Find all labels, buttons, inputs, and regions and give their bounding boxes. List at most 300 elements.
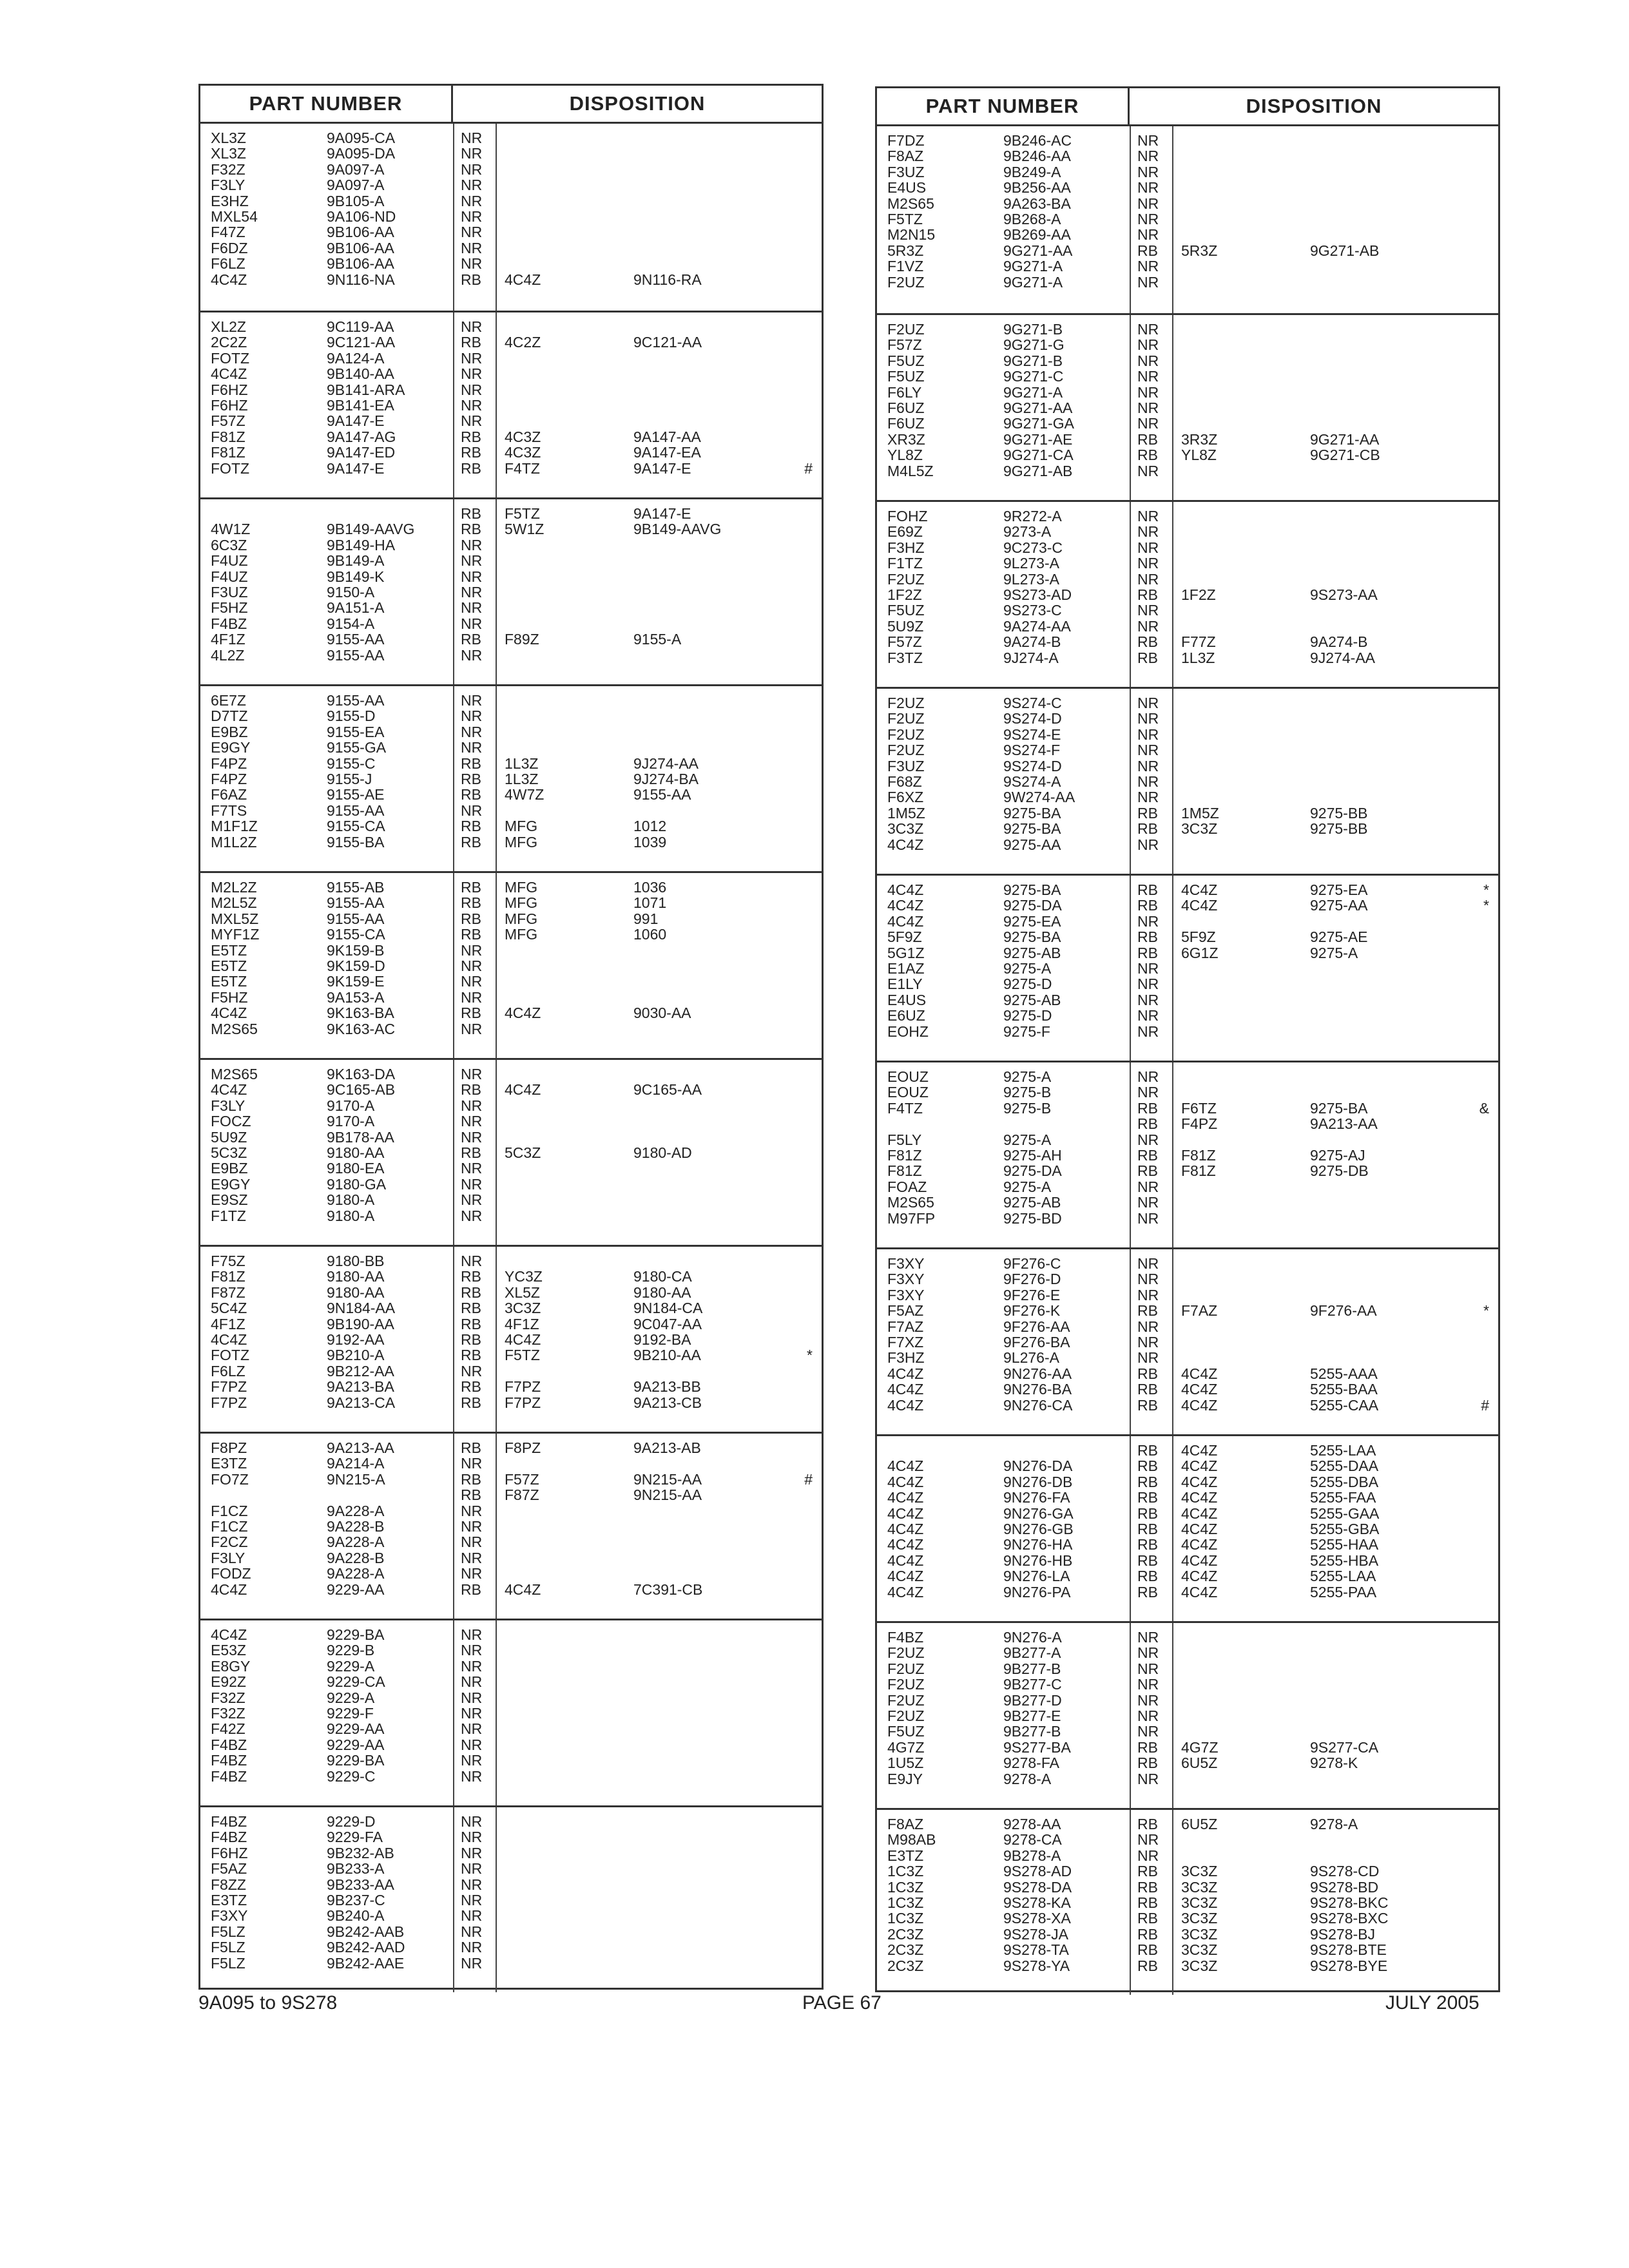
table-row bbox=[877, 555, 1498, 571]
table-row bbox=[877, 337, 1498, 352]
disposition-code: RB bbox=[1137, 1381, 1158, 1398]
new-part-base-suffix: 9C047-AA bbox=[633, 1315, 702, 1332]
table-row bbox=[877, 227, 1498, 242]
part-base-suffix: 9A153-A bbox=[327, 988, 385, 1006]
part-prefix: F6LZ bbox=[211, 255, 246, 273]
part-base-suffix: 9180-AA bbox=[327, 1268, 385, 1285]
table-row bbox=[200, 584, 822, 600]
part-prefix: 5F9Z bbox=[887, 928, 922, 946]
new-part-prefix: F8PZ bbox=[505, 1439, 541, 1456]
table-row-group bbox=[877, 126, 1498, 313]
disposition-code: NR bbox=[461, 584, 483, 601]
new-part-prefix: 3R3Z bbox=[1181, 430, 1218, 448]
disposition-code: NR bbox=[1137, 148, 1159, 165]
part-prefix: F2UZ bbox=[887, 321, 925, 338]
new-part-prefix: F6TZ bbox=[1181, 1099, 1217, 1117]
table-row bbox=[877, 447, 1498, 463]
part-prefix: 5C3Z bbox=[211, 1144, 247, 1161]
part-prefix: F57Z bbox=[887, 633, 922, 651]
part-base-suffix: 9S278-JA bbox=[1003, 1925, 1069, 1943]
part-base-suffix: 9S278-XA bbox=[1003, 1910, 1071, 1927]
new-part-prefix: 4C4Z bbox=[505, 1004, 541, 1022]
table-row bbox=[877, 961, 1498, 976]
disposition-code: NR bbox=[461, 536, 483, 553]
disposition-code: RB bbox=[1137, 944, 1158, 961]
part-base-suffix: 9155-D bbox=[327, 707, 376, 725]
new-part-base-suffix: 9275-BB bbox=[1310, 820, 1368, 838]
table-row bbox=[877, 711, 1498, 726]
new-part-prefix: 4W7Z bbox=[505, 786, 545, 803]
part-base-suffix: 9B277-C bbox=[1003, 1676, 1062, 1693]
table-row-group bbox=[877, 500, 1498, 687]
table-row bbox=[200, 1674, 822, 1689]
part-prefix: 4C4Z bbox=[887, 881, 924, 898]
part-base-suffix: 9N116-NA bbox=[327, 271, 395, 288]
table-row bbox=[200, 1956, 822, 1971]
table-row bbox=[877, 1832, 1498, 1847]
table-row bbox=[200, 1347, 822, 1363]
table-row bbox=[200, 600, 822, 615]
part-base-suffix: 9N276-HA bbox=[1003, 1536, 1073, 1553]
table-row bbox=[200, 1363, 822, 1379]
part-base-suffix: 9A228-B bbox=[327, 1549, 385, 1566]
part-base-suffix: 9G271-A bbox=[1003, 273, 1063, 291]
part-base-suffix: 9155-J bbox=[327, 771, 372, 787]
disposition-code: NR bbox=[1137, 258, 1159, 275]
part-base-suffix: 9F276-C bbox=[1003, 1255, 1061, 1272]
new-part-base-suffix: 9S273-AA bbox=[1310, 586, 1378, 603]
table-row bbox=[877, 1506, 1498, 1521]
new-part-base-suffix: 1036 bbox=[633, 879, 667, 896]
part-base-suffix: 9170-A bbox=[327, 1113, 375, 1130]
part-prefix: E6UZ bbox=[887, 1007, 925, 1024]
table-row bbox=[877, 602, 1498, 618]
disposition-code: NR bbox=[1137, 1068, 1159, 1085]
disposition-code: RB bbox=[461, 879, 481, 896]
part-prefix: F7XZ bbox=[887, 1334, 924, 1350]
table-row bbox=[877, 898, 1498, 913]
part-base-suffix: 9275-AA bbox=[1003, 836, 1061, 853]
part-prefix: E5TZ bbox=[211, 941, 247, 959]
new-part-prefix: F57Z bbox=[505, 1470, 539, 1488]
part-prefix: F75Z bbox=[211, 1253, 246, 1269]
part-base-suffix: 9F276-K bbox=[1003, 1302, 1061, 1320]
new-part-prefix: 4C4Z bbox=[1181, 1552, 1218, 1569]
disposition-code: RB bbox=[1137, 804, 1158, 822]
disposition-code: RB bbox=[1137, 447, 1158, 464]
disposition-code: NR bbox=[1137, 1847, 1159, 1864]
part-base-suffix: 9B269-AA bbox=[1003, 226, 1071, 244]
disposition-code: RB bbox=[461, 1347, 481, 1364]
table-row bbox=[877, 1693, 1498, 1708]
new-part-prefix: 3C3Z bbox=[1181, 1910, 1218, 1927]
disposition-code: NR bbox=[461, 646, 483, 664]
table-row bbox=[200, 1253, 822, 1269]
part-base-suffix: 9N276-DA bbox=[1003, 1457, 1073, 1475]
part-base-suffix: 9229-FA bbox=[327, 1829, 383, 1846]
disposition-code: NR bbox=[1137, 710, 1159, 727]
new-part-base-suffix: 1039 bbox=[633, 833, 667, 850]
part-prefix: F2UZ bbox=[887, 1707, 925, 1724]
footer-page-number: PAGE 67 bbox=[802, 1992, 882, 2013]
table-row bbox=[877, 1645, 1498, 1660]
part-base-suffix: 9A274-AA bbox=[1003, 617, 1071, 635]
disposition-code: NR bbox=[1137, 1691, 1159, 1709]
disposition-code: NR bbox=[1137, 1084, 1159, 1101]
part-base-suffix: 9278-CA bbox=[1003, 1831, 1062, 1849]
part-prefix: FOCZ bbox=[211, 1113, 251, 1130]
part-prefix: 6E7Z bbox=[211, 692, 246, 709]
table-row bbox=[200, 413, 822, 428]
table-row bbox=[877, 837, 1498, 852]
left-table-header bbox=[200, 86, 822, 124]
part-prefix: E3TZ bbox=[887, 1847, 924, 1864]
part-prefix: F42Z bbox=[211, 1720, 246, 1738]
disposition-code: NR bbox=[461, 552, 483, 570]
part-prefix: F1CZ bbox=[211, 1502, 248, 1519]
disposition-code: NR bbox=[461, 1642, 483, 1659]
part-base-suffix: 9A106-ND bbox=[327, 208, 396, 225]
new-part-prefix: 4C3Z bbox=[505, 444, 541, 461]
new-part-base-suffix: 5255-HBA bbox=[1310, 1552, 1379, 1569]
part-prefix: F4UZ bbox=[211, 552, 248, 570]
table-row bbox=[877, 164, 1498, 180]
part-prefix: F4BZ bbox=[887, 1629, 924, 1646]
part-prefix: 4C4Z bbox=[887, 1365, 924, 1382]
part-base-suffix: 9L276-A bbox=[1003, 1349, 1059, 1367]
disposition-code: NR bbox=[1137, 132, 1159, 149]
part-prefix: 1C3Z bbox=[887, 1878, 924, 1896]
part-prefix: F81Z bbox=[887, 1162, 922, 1180]
part-prefix: E9GY bbox=[211, 1175, 251, 1193]
part-prefix: M2S65 bbox=[887, 1194, 934, 1211]
table-row bbox=[877, 1366, 1498, 1381]
part-base-suffix: 9N276-LA bbox=[1003, 1568, 1070, 1585]
part-prefix: M98AB bbox=[887, 1831, 936, 1849]
part-base-suffix: 9B242-AAD bbox=[327, 1939, 405, 1956]
disposition-code: RB bbox=[461, 910, 481, 927]
part-base-suffix: 9278-AA bbox=[1003, 1816, 1061, 1832]
part-base-suffix: 9G271-G bbox=[1003, 336, 1065, 354]
new-part-prefix: 1L3Z bbox=[505, 754, 539, 772]
part-prefix: F7PZ bbox=[211, 1378, 247, 1396]
disposition-code: RB bbox=[461, 1581, 481, 1598]
part-prefix: F3UZ bbox=[887, 163, 925, 180]
disposition-code: NR bbox=[461, 1565, 483, 1582]
new-part-prefix: 3C3Z bbox=[1181, 1863, 1218, 1880]
part-base-suffix: 9155-CA bbox=[327, 926, 385, 943]
disposition-code: RB bbox=[461, 926, 481, 943]
disposition-code: RB bbox=[461, 1378, 481, 1396]
part-prefix: F3LY bbox=[211, 1097, 246, 1114]
table-row bbox=[200, 927, 822, 942]
part-base-suffix: 9A151-A bbox=[327, 599, 385, 617]
part-prefix: 5U9Z bbox=[887, 617, 924, 635]
table-row bbox=[200, 771, 822, 787]
new-part-base-suffix: 9C165-AA bbox=[633, 1081, 702, 1099]
table-row bbox=[200, 708, 822, 724]
table-row bbox=[200, 616, 822, 631]
part-prefix: MXL5Z bbox=[211, 910, 259, 927]
table-row bbox=[200, 1769, 822, 1784]
part-prefix: F5LY bbox=[887, 1131, 922, 1148]
part-prefix: F8AZ bbox=[887, 148, 924, 165]
table-row bbox=[200, 1145, 822, 1160]
part-prefix: F3HZ bbox=[887, 1349, 925, 1367]
disposition-code: RB bbox=[1137, 1396, 1158, 1414]
part-base-suffix: 9154-A bbox=[327, 615, 375, 632]
table-row bbox=[200, 334, 822, 350]
part-prefix: F3LY bbox=[211, 1549, 246, 1566]
table-row-group bbox=[877, 1247, 1498, 1434]
new-part-base-suffix: 9275-AA bbox=[1310, 897, 1368, 914]
part-prefix: 4C4Z bbox=[887, 1489, 924, 1506]
disposition-code: NR bbox=[461, 1923, 483, 1940]
part-prefix: F3UZ bbox=[211, 584, 248, 601]
new-part-prefix: 5R3Z bbox=[1181, 242, 1218, 259]
new-part-prefix: 4C4Z bbox=[505, 271, 541, 288]
table-row bbox=[200, 1472, 822, 1487]
part-base-suffix: 9K159-B bbox=[327, 941, 385, 959]
disposition-code: NR bbox=[1137, 1770, 1159, 1787]
table-row bbox=[877, 1116, 1498, 1131]
new-part-base-suffix: 9N215-AA bbox=[633, 1470, 702, 1488]
disposition-code: RB bbox=[461, 428, 481, 445]
table-row bbox=[200, 351, 822, 366]
disposition-code: RB bbox=[1137, 1457, 1158, 1475]
part-number-header: PART NUMBER bbox=[200, 86, 453, 122]
part-base-suffix: 9180-AA bbox=[327, 1283, 385, 1301]
part-prefix: F4UZ bbox=[211, 568, 248, 585]
disposition-code: NR bbox=[1137, 1660, 1159, 1677]
part-prefix: F6AZ bbox=[211, 786, 247, 803]
new-part-base-suffix: 1071 bbox=[633, 894, 667, 912]
table-row bbox=[877, 1740, 1498, 1755]
table-row bbox=[200, 1753, 822, 1768]
part-prefix: 4C4Z bbox=[211, 1331, 247, 1348]
table-row-group bbox=[877, 687, 1498, 874]
part-base-suffix: 9K159-E bbox=[327, 973, 385, 990]
table-row bbox=[877, 1910, 1498, 1926]
new-part-prefix: 3C3Z bbox=[1181, 1957, 1218, 1974]
part-base-suffix: 9B232-AB bbox=[327, 1844, 394, 1861]
disposition-code: RB bbox=[1137, 1536, 1158, 1553]
new-part-prefix: 1L3Z bbox=[505, 771, 539, 787]
disposition-code: NR bbox=[1137, 1007, 1159, 1024]
new-part-base-suffix: 9N184-CA bbox=[633, 1300, 703, 1317]
new-part-prefix: F7AZ bbox=[1181, 1302, 1218, 1320]
part-prefix: F5LZ bbox=[211, 1923, 246, 1940]
table-row bbox=[200, 1395, 822, 1410]
new-part-prefix: YC3Z bbox=[505, 1268, 543, 1285]
part-prefix: 1C3Z bbox=[887, 1910, 924, 1927]
table-row bbox=[877, 742, 1498, 758]
part-prefix: 4C4Z bbox=[887, 1536, 924, 1553]
table-row bbox=[200, 834, 822, 850]
table-row bbox=[877, 1629, 1498, 1645]
table-row bbox=[877, 1677, 1498, 1692]
part-prefix: M2L5Z bbox=[211, 894, 257, 912]
part-prefix: FOHZ bbox=[887, 508, 928, 524]
disposition-code: NR bbox=[1137, 508, 1159, 524]
table-row bbox=[877, 133, 1498, 148]
part-base-suffix: 9F276-BA bbox=[1003, 1334, 1070, 1350]
table-row bbox=[877, 211, 1498, 227]
disposition-code: NR bbox=[1137, 399, 1159, 416]
disposition-code: RB bbox=[461, 1004, 481, 1022]
part-base-suffix: 9B237-C bbox=[327, 1892, 385, 1908]
table-row bbox=[877, 1148, 1498, 1163]
new-part-prefix: 3C3Z bbox=[1181, 1894, 1218, 1911]
part-prefix: 4C4Z bbox=[211, 271, 247, 288]
table-row bbox=[200, 1706, 822, 1721]
new-part-base-suffix: 9275-A bbox=[1310, 944, 1358, 961]
new-part-prefix: 4C2Z bbox=[505, 334, 541, 351]
part-prefix: 4F1Z bbox=[211, 1315, 246, 1332]
part-base-suffix: 9A095-CA bbox=[327, 130, 396, 146]
disposition-code: RB bbox=[1137, 1365, 1158, 1382]
part-base-suffix: 9N276-GB bbox=[1003, 1521, 1074, 1537]
table-row bbox=[200, 1939, 822, 1955]
part-base-suffix: 9275-AB bbox=[1003, 991, 1061, 1008]
table-row bbox=[200, 1456, 822, 1471]
part-base-suffix: 9N276-CA bbox=[1003, 1396, 1073, 1414]
new-part-base-suffix: 9192-BA bbox=[633, 1331, 691, 1348]
part-prefix: F4BZ bbox=[211, 1736, 247, 1753]
disposition-code: RB bbox=[461, 786, 481, 803]
table-row bbox=[200, 1566, 822, 1581]
disposition-code: NR bbox=[461, 1892, 483, 1908]
new-part-base-suffix: 9S277-CA bbox=[1310, 1738, 1379, 1756]
part-base-suffix: 9A147-E bbox=[327, 459, 385, 477]
part-prefix: E5TZ bbox=[211, 973, 247, 990]
part-prefix: F2UZ bbox=[887, 695, 925, 711]
disposition-code: RB bbox=[461, 334, 481, 351]
part-base-suffix: 9B256-AA bbox=[1003, 179, 1071, 197]
disposition-code: NR bbox=[1137, 836, 1159, 853]
part-base-suffix: 9A213-AA bbox=[327, 1439, 394, 1456]
part-prefix: F5TZ bbox=[887, 211, 923, 227]
part-base-suffix: 9L273-A bbox=[1003, 570, 1059, 588]
disposition-code: NR bbox=[461, 1720, 483, 1738]
part-base-suffix: 9S278-KA bbox=[1003, 1894, 1071, 1911]
part-prefix: EOHZ bbox=[887, 1023, 929, 1040]
new-part-prefix: 4C4Z bbox=[1181, 1568, 1218, 1585]
new-part-base-suffix: 9A147-E bbox=[633, 459, 691, 477]
table-row bbox=[200, 1861, 822, 1876]
part-prefix: F7DZ bbox=[887, 132, 925, 149]
part-base-suffix: 9S274-A bbox=[1003, 773, 1061, 790]
part-base-suffix: 9N276-FA bbox=[1003, 1489, 1070, 1506]
table-row bbox=[200, 990, 822, 1005]
part-prefix: F2UZ bbox=[887, 726, 925, 743]
new-part-base-suffix: 9G271-AA bbox=[1310, 430, 1380, 448]
disposition-code: NR bbox=[461, 1128, 483, 1146]
table-row bbox=[200, 1160, 822, 1176]
disposition-code: NR bbox=[1137, 789, 1159, 806]
part-base-suffix: 9G271-AB bbox=[1003, 462, 1073, 479]
new-part-base-suffix: 5255-DAA bbox=[1310, 1457, 1379, 1475]
part-prefix: XL2Z bbox=[211, 318, 246, 335]
part-base-suffix: 9275-B bbox=[1003, 1084, 1052, 1101]
part-base-suffix: 9S274-E bbox=[1003, 726, 1061, 743]
note-marker: # bbox=[804, 1470, 813, 1488]
table-row bbox=[200, 506, 822, 521]
part-prefix: F57Z bbox=[887, 336, 922, 354]
table-row bbox=[877, 508, 1498, 524]
table-row-group bbox=[200, 1805, 822, 1992]
part-prefix: F5HZ bbox=[211, 988, 248, 1006]
new-part-base-suffix: 9A213-AB bbox=[633, 1439, 701, 1456]
new-part-base-suffix: 9A147-AA bbox=[633, 428, 701, 445]
part-prefix: FOTZ bbox=[211, 459, 250, 477]
new-part-prefix: 4C4Z bbox=[1181, 1381, 1218, 1398]
table-row-group bbox=[877, 1434, 1498, 1621]
table-row bbox=[877, 789, 1498, 805]
disposition-code: RB bbox=[1137, 1162, 1158, 1180]
disposition-code: NR bbox=[461, 1113, 483, 1130]
table-row bbox=[200, 724, 822, 740]
disposition-code: NR bbox=[461, 707, 483, 725]
table-row bbox=[200, 879, 822, 895]
table-row bbox=[200, 787, 822, 802]
new-part-prefix: 4C4Z bbox=[1181, 1583, 1218, 1600]
new-part-base-suffix: 9B149-AAVG bbox=[633, 521, 722, 538]
part-base-suffix: 9C121-AA bbox=[327, 334, 396, 351]
part-prefix: E9BZ bbox=[211, 723, 248, 740]
new-part-prefix: 3C3Z bbox=[505, 1300, 541, 1317]
part-prefix: E92Z bbox=[211, 1673, 246, 1691]
disposition-code: NR bbox=[461, 192, 483, 209]
part-base-suffix: 9180-A bbox=[327, 1207, 375, 1224]
part-base-suffix: 9155-AA bbox=[327, 802, 385, 819]
disposition-code: NR bbox=[461, 1736, 483, 1753]
table-row bbox=[877, 1537, 1498, 1552]
part-base-suffix: 9B106-AA bbox=[327, 224, 394, 241]
table-row bbox=[877, 1958, 1498, 1974]
table-row bbox=[877, 1287, 1498, 1303]
table-row bbox=[200, 537, 822, 553]
part-prefix: F81Z bbox=[211, 428, 246, 445]
table-row bbox=[877, 1863, 1498, 1879]
part-base-suffix: 9229-B bbox=[327, 1642, 375, 1659]
part-prefix: YL8Z bbox=[887, 447, 923, 464]
disposition-code: NR bbox=[1137, 1644, 1159, 1662]
table-row bbox=[200, 974, 822, 989]
part-prefix: E1LY bbox=[887, 975, 923, 993]
part-base-suffix: 9A263-BA bbox=[1003, 195, 1071, 212]
disposition-code: RB bbox=[1137, 1878, 1158, 1896]
disposition-code: NR bbox=[461, 1455, 483, 1472]
disposition-code: NR bbox=[461, 1767, 483, 1785]
table-row bbox=[200, 1379, 822, 1394]
disposition-code: RB bbox=[1137, 1147, 1158, 1164]
part-base-suffix: 9G271-A bbox=[1003, 383, 1063, 401]
table-row bbox=[200, 958, 822, 974]
table-row bbox=[200, 319, 822, 334]
part-base-suffix: 9278-FA bbox=[1003, 1754, 1059, 1772]
part-prefix: F5LZ bbox=[211, 1939, 246, 1956]
table-row-group bbox=[877, 874, 1498, 1061]
part-base-suffix: 9B149-A bbox=[327, 552, 385, 570]
new-part-prefix: MFG bbox=[505, 879, 538, 896]
part-base-suffix: 9A124-A bbox=[327, 349, 385, 367]
disposition-code: NR bbox=[1137, 1676, 1159, 1693]
new-part-prefix: F5TZ bbox=[505, 505, 540, 522]
part-base-suffix: 9A097-A bbox=[327, 177, 385, 194]
table-row bbox=[877, 1319, 1498, 1334]
table-row bbox=[877, 1443, 1498, 1458]
